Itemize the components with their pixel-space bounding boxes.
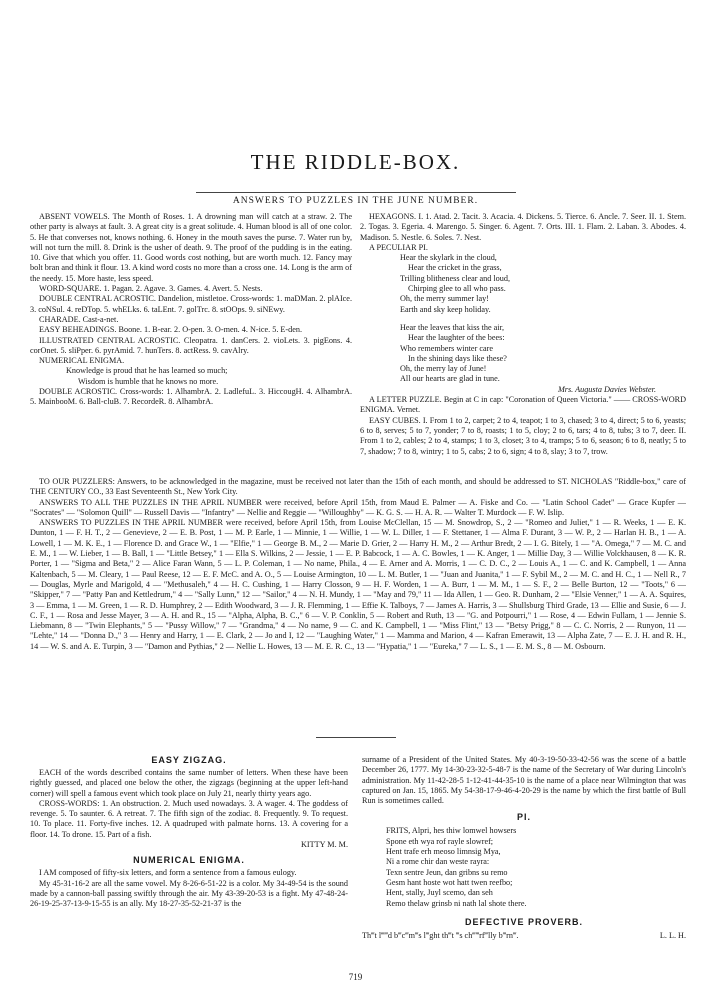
solvers-section [30,477,686,652]
answer-absent-vowels: ABSENT VOWELS. The Month of Roses. 1. A drowning man will catch at a straw. 2. The other party is always at fault. 3. A great city is a great solitude. 4. Human blood is all of one color. 5. He that converses not, knows nothing. 6. Honey in the mouth saves the purse. 7. Water run by, will not turn the mill. 8. Drink is the usher of death. 9. The proof of the pudding is in the eating. 10. Give that which you offer. 11. Good words cost nothing, but are worth much. 12. Fancy may bolt bran and think it flour. 13. A kind word costs no more than a cross one. 14. Long is the arm of the needy. 15. More haste, less speed. [30,212,352,283]
april-all-answers: ANSWERS TO ALL THE PUZZLES IN THE APRIL NUMBER were received, before April 15th, from Maud E. Palmer — A. Fiske and Co. — "Latin School Cadet" — Grace Kupfer — "Socrates" — "Solomon Quill" — Russell Davis — "Infantry" — Nellie and Reggie — "Willoughby" — K. G. S. — H. A. R. — Walter T. Murdock — F. W. Islip. [30,497,686,517]
puzzlers-note: TO OUR PUZZLERS: Answers, to be acknowledged in the magazine, must be received not later than the 15th of each month, and should be addressed to ST. NICHOLAS "Riddle-box," care of THE CENTURY CO., 33 East Seventeenth St., New York City. [30,477,686,497]
answer-illustrated-acrostic: ILLUSTRATED CENTRAL ACROSTIC. Cleopatra. 1. danCers. 2. vioLets. 3. pigEons. 4. corOnet. 5. sliPper. 6. pyrAmid. 7. hunTers. 8. actRess. 9. cavAlry. [30,335,352,355]
answer-easy-cubes: EASY CUBES. I. From 1 to 2, carpet; 2 to 4, teapot; 1 to 3, chased; 3 to 4, direct; 5 to 6, yeasts; 6 to 8, serves; 5 to 7, yonder; 7 to 8, roasts; 1 to 5, cloy; 2 to 6, tars; 4 to 8, tubs; 3 to 7, deer. II. From 1 to 2, cables; 2 to 4, stamps; 1 to 3, closet; 3 to 4, tramps; 5 to 6, season; 6 to 8, neatly; 5 to 7, shadow; 7 to 8, wintry; 1 to 5, cabs; 2 to 6, sign; 4 to 8, slay; 3 to 7, trow. [360,415,686,456]
answer-easy-beheadings: EASY BEHEADINGS. Boone. 1. B-ear. 2. O-pen. 3. O-men. 4. N-ice. 5. E-den. [39,325,303,335]
verse-line: Hear the laughter of the bees: [408,333,505,343]
page-number: 719 [348,972,363,982]
verse-line: Earth and sky keep holiday. [400,304,491,314]
zigzag-crosswords: CROSS-WORDS: 1. An obstruction. 2. Much used nowadays. 3. A wager. 4. The goddess of revenge. 5. To saunter. 6. A retreat. 7. The fifth sign of the zodiac. 8. Frequently. 9. To request. 10. To place. 11. Forty-five inches. 12. A quadruped with palmate horns. 13. A covering for a floor. 14. To drone. 15. Part of a fish. [30,798,348,839]
pi-line: Ni a rome chir dan weste rayra: [386,857,490,867]
answer-double-central-acrostic: DOUBLE CENTRAL ACROSTIC. Dandelion, mistletoe. Cross-words: 1. maDMan. 2. plAIce. 3. coNSul. 4. reDTop. 5. whELks. 6. taLEnt. 7. golTrc. 8. stOOps. 9. siNEwy. [30,294,352,314]
numerical-enigma-clues: My 45-31-16-2 are all the same vowel. My 8-26-6-51-22 is a color. My 34-49-54 is the sound made by a cannon-ball passing swiftly through the air. My 43-39-20-53 is a fight. My 47-48-24-26-19-25-37-13-9-15-55 is an ally. My 18-27-35-52-21-37 is the [30,878,348,909]
zigzag-signature: KITTY M. M. [301,840,348,850]
verse-line: Who remembers winter care [400,343,493,353]
answer-word-square: WORD-SQUARE. 1. Pagan. 2. Agave. 3. Games. 4. Avert. 5. Nests. [39,284,263,294]
verse-line: In the shining days like these? [408,353,507,363]
zigzag-body: EACH of the words described contains the same number of letters. When these have been rightly guessed, and placed one below the other, the zigzags (beginning at the upper left-hand corner) will spell a famous event which took place on July 21, nearly thirty years ago. [30,768,348,798]
page-title: THE RIDDLE-BOX. [250,150,461,174]
peculiar-pi-author: Mrs. Augusta Davies Webster. [557,384,656,394]
verse-line: Hear the leaves that kiss the air, [400,322,505,332]
pi-line: Texn sentre Jeun, dan gribns su remo [386,867,508,877]
pi-poem [386,826,686,908]
verse-line: Hear the skylark in the cloud, [400,253,497,263]
verse-line: Hear the cricket in the grass, [408,263,502,273]
verse-line: Oh, the merry summer lay! [400,294,489,304]
verse-line: Oh, the merry lay of June! [400,364,487,374]
defective-proverb-text: Th‴t l‴‴d b‴c‴m‴s l‴ght th‴t ‴s ch‴‴rf‴lly b‴rn‴. [362,930,519,940]
peculiar-pi-verse-1 [400,253,686,315]
peculiar-pi-verse-2 [400,323,686,385]
enigma-line: Wisdom is humble that he knows no more. [78,376,219,386]
answer-numerical-enigma-label: NUMERICAL ENIGMA. [39,356,125,366]
defective-proverb-heading: DEFECTIVE PROVERB. [464,916,583,927]
pi-line: Hent, stally, Juyl scemo, dan seh [386,888,493,898]
pi-line: Spone eth wya rof rayle slowref; [386,836,494,846]
answer-double-acrostic: DOUBLE ACROSTIC. Cross-words: 1. AlhambrA. 2. LadlefuL. 3. HiccougH. 4. AlhambrA. 5. MainbooM. 6. Ball-cluB. 7. RecordeR. 8. AlhambrA. [30,387,352,407]
answer-letter-puzzle: A LETTER PUZZLE. Begin at C in cap: "Coronation of Queen Victoria." —— CROSS-WORD ENIGMA. Vernet. [360,395,686,415]
answer-charade: CHARADE. Cast-a-net. [39,314,119,324]
answers-right-column [360,212,686,457]
enigma-line: Knowledge is proud that he has learned so much; [66,366,228,376]
bottom-left-column [30,755,348,910]
verse-line: Chirping glee to all who pass. [408,284,506,294]
pi-line: FRITS, Alpri, hes thiw lomwel howsers [386,826,517,836]
pi-line: Gesm hant hoste wot hatt twen reefbo; [386,877,513,887]
zigzag-heading: EASY ZIGZAG. [151,755,227,765]
april-some-answers: ANSWERS TO PUZZLES IN THE APRIL NUMBER were received, before April 15th, from Louise McClellan, 15 — M. Snowdrop, S., 2 — "Romeo and Juliet," 1 — R. Weeks, 1 — E. K. Dunton, 1 — F. H. T., 2 — Genevieve, 2 — E. B. Post, 1 — M. P. Earle, 1 — Minnie, 1 — Willie, 1 — W. L. Diller, 1 — F. Stettaner, 1 — Alma F. Durant, 3 — W. P., 2 — Harlan H. B., 1 — A. Lowell, 1 — M. K. E., 1 — Florence D. and Grace W., 1 — "Elfie," 1 — George B. M., 2 — Marie D. Grier, 2 — Harry H. M., 2 — Arthur Bredt, 2 — I. G. Bitely, 1 — "A. Omega," 7 — M. C. and E. M., 1 — W. Lieber, 1 — B. Ball, 1 — "Little Betsey," 1 — Ella S. Wilkins, 2 — Jessie, 1 — E. P. Babcock, 1 — A. C. Bowles, 1 — K. Anger, 1 — Millie Day, 3 — Willie Volckhausen, 8 — K. R. Porter, 1 — "Sigma and Beta," 2 — Alice Faran Wann, 5 — L. P. Coleman, 1 — No name, Phila., 4 — E. Arner and A. Morris, 1 — C. D. C., 2 — Louis A., 1 — C. and K. Campbell, 1 — Anna Kaltenbach, 5 — M. Cleary, 1 — Paul Reese, 12 — E. F. McC. and A. O., 5 — Louise Armington, 10 — L. M. Butler, 1 — "Juan and Juanita," 1 — F. Sybil M., 2 — M. C. and H. C., 1 — Nell R., 7 — Douglas, Myrle and Marigold, 4 — "Methusaleh," 4 — H. C. Cushing, 1 — Harry Closson, 9 — H. F. Worden, 1 — A. Burr, 1 — M. M., 1 — S. F., 2 — Belle Burton, 12 — "Toots," 6 — "Skipper," 7 — "Patty Pan and Kettledrum," 4 — "Sally Lunn," 12 — "Sailor," 4 — N. H. Mundy, 1 — "May and 79," 11 — Ida Allen, 1 — Geo. R. Dunham, 2 — "Elsie Venner," 1 — A. A. Squires, 3 — Emma, 1 — M. Green, 1 — R. D. Humphrey, 2 — Edith Woodward, 3 — J. R. Flemming, 1 — Effie K. Talboys, 7 — James A. Harris, 3 — Shullsburg Third Grade, 13 — Ellie and Susie, 6 — J. C. F., 1 — Rosa and Jesse Mayer, 3 — A. H. and R., 15 — "Alpha, Alpha, B. C.," 6 — V. P. Conklin, 5 — Robert and Ruth, 13 — "G. and Potpourri," 1 — Rose, 4 — Edwin Fullam, 1 — Jennie S. Liebmann, 8 — "Twin Elephants," 5 — "Pussy Willow," 7 — "Grandma," 4 — No name, 9 — C. and K. Campbell, 1 — "Miss Flint," 13 — "Betsy Prigg," 8 — C. C. Norris, 2 — Runyon, 11 — "Lehte," 14 — "Donna D.," 3 — Henry and Harry, 1 — E. Clark, 2 — Jo and I, 12 — "Laughing Water," 1 — Mamma and Marion, 4 — Kafran Emerawit, 13 — Alpha Zate, 7 — E. J. H. and R. H., 14 — W. S. and A. E. Turpin, 3 — "Damon and Pythias," 2 — Nellie L. Howes, 13 — M. E. R. C., 13 — "Hypatia," 1 — "Eureka," 7 — L. S., 1 — E. M. S., 8 — M. Osbourn. [30,518,686,651]
numerical-enigma-body: I AM composed of fifty-six letters, and form a sentence from a famous eulogy. [39,868,297,878]
pi-line: Remo thelaw grinsb ni nath lal shote there. [386,898,527,908]
section-subtitle: ANSWERS TO PUZZLES IN THE JUNE NUMBER. [232,196,479,206]
numerical-enigma-heading: NUMERICAL ENIGMA. [133,855,245,866]
bottom-right-column [362,755,686,941]
pi-line: Hent trafe erh meoso limnsig Mya, [386,847,501,857]
pi-heading: PI. [516,812,531,823]
title-rule [196,192,516,193]
answer-hexagons: HEXAGONS. I. 1. Atad. 2. Tacit. 3. Acacia. 4. Dickens. 5. Tierce. 6. Ancle. 7. Seer. II. 1. Stem. 2. Togas. 3. Egeria. 4. Marengo. 5. Singer. 6. Agent. 7. Orts. III. 1. Flam. 2. Laban. 3. Abodes. 4. Madison. 5. Nestle. 6. Soles. 7. Nest. [360,212,686,242]
section-divider [316,737,396,738]
verse-line: All our hearts are glad in tune. [400,374,500,384]
numerical-enigma-continued: surname of a President of the United States. My 40-3-19-50-33-42-56 was the scene of a battle December 26, 1777. My 14-30-23-32-5-48-7 is the name of the Secretary of War during Lincoln's administration. My 11-42-28-5 1-12-41-44-35-10 is the name of a place near Wilmington that was captured on Jan. 15, 1865. My 54-38-17-9-46-4-20-29 is the name by which the first battle of Bull Run is sometimes called. [362,755,686,806]
answers-left-column [30,212,352,408]
defective-proverb-signature: L. L. H. [659,930,686,940]
peculiar-pi-label: A PECULIAR PI. [369,242,428,252]
verse-line: Trilling blitheness clear and loud, [400,273,510,283]
